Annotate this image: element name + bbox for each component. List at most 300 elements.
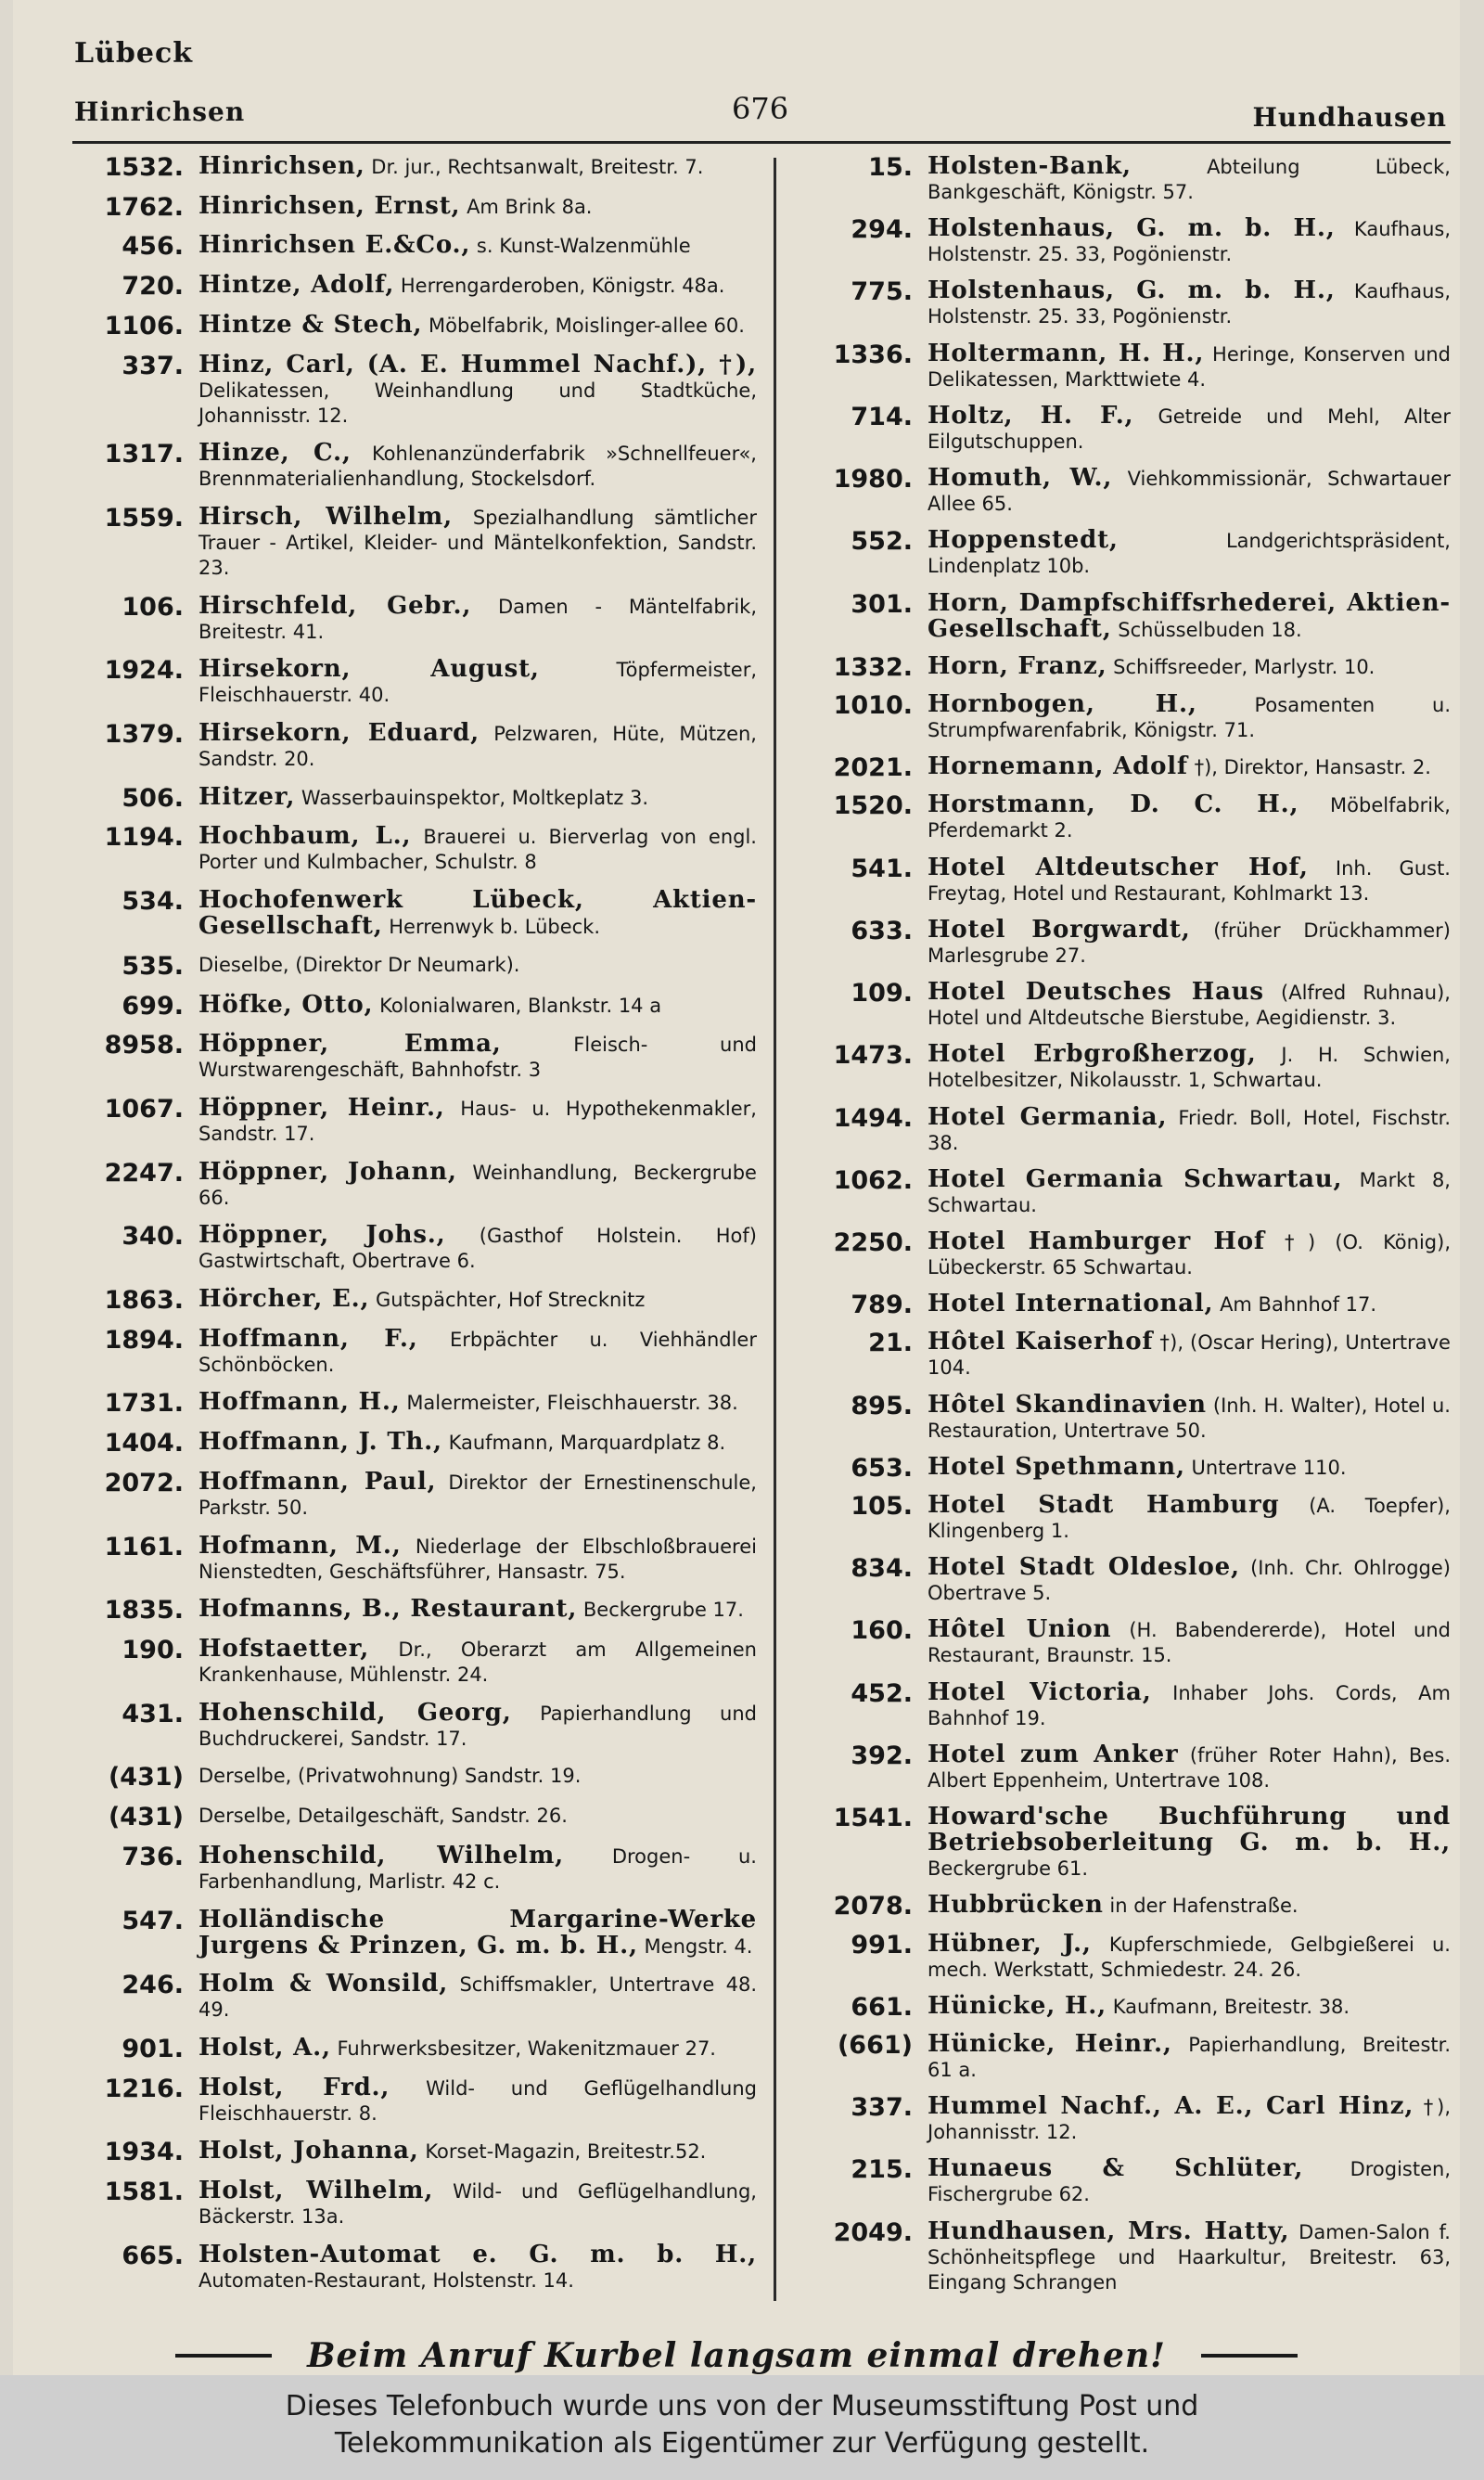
entry-text [928, 915, 1451, 969]
entry-detail: Möbelfabrik, Moislinger-allee 60. [429, 314, 745, 337]
entry-detail: Posamenten u. Strumpfwarenfabrik, Königstr. 71. [928, 693, 1451, 741]
entry-name: Howard'sche Buchführung und Betriebsoberleitung G. m. b. H., [928, 1803, 1451, 1857]
entry-number: 15. [868, 153, 913, 182]
entry-name: Hinze, C., [198, 439, 352, 468]
entry-name: Hotel Stadt Hamburg [928, 1491, 1280, 1520]
directory-entry [798, 2094, 1451, 2145]
entry-detail: Drogisten, Fischergrube 62. [928, 2158, 1451, 2206]
entry-number: 1062. [833, 1165, 913, 1195]
entry-number: 1336. [833, 340, 913, 369]
entry-detail: (früher Roter Hahn), Bes. Albert Eppenheim, Untertrave 108. [928, 1743, 1451, 1792]
entry-text [928, 1991, 1451, 2020]
entry-text [198, 1032, 757, 1083]
entry-name: Hitzer, [198, 782, 296, 811]
entry-name: Hirsekorn, August, [198, 655, 540, 684]
entry-detail: †), (Oscar Hering), Untertrave 104. [928, 1331, 1451, 1380]
entry-text [198, 1430, 757, 1456]
entry-name: Hummel Nachf., A. E., Carl Hinz, [928, 2092, 1414, 2121]
entry-detail: Derselbe, (Privatwohnung) Sandstr. 19. [198, 1765, 582, 1788]
page-number: 676 [732, 91, 789, 126]
entry-number: 506. [122, 783, 184, 813]
entry-detail: (Inh. Chr. Ohlrogge) Obertrave 5. [928, 1557, 1451, 1605]
directory-entry [798, 1229, 1451, 1280]
entry-name: Hubbrücken [928, 1891, 1104, 1920]
entry-name: Hoffmann, F., [198, 1324, 418, 1353]
entry-name: Hirsekorn, Eduard, [198, 719, 480, 748]
entry-text [928, 341, 1451, 392]
footer-slogan [13, 2336, 1460, 2375]
entry-detail: Haus- u. Hypothekenmakler, Sandstr. 17. [198, 1097, 757, 1145]
directory-entry [69, 350, 757, 429]
directory-entry [69, 591, 757, 645]
credit-line: Dieses Telefonbuch wurde uns von der Museumsstiftung Post und [285, 2390, 1199, 2422]
entry-number: 1520. [833, 791, 913, 821]
entry-detail: Kupferschmiede, Gelbgießerei u. mech. Werkstatt, Schmiedestr. 24. 26. [928, 1933, 1451, 1981]
entry-number: 991. [851, 1930, 913, 1960]
entry-detail: Markt 8, Schwartau. [928, 1168, 1451, 1216]
entry-number: 160. [851, 1616, 913, 1646]
entry-text [198, 591, 757, 645]
entry-text [198, 1841, 757, 1895]
entry-number: 1541. [833, 1804, 913, 1833]
entry-name: Hohenschild, Georg, [198, 1698, 512, 1727]
directory-entry [798, 1555, 1451, 1606]
entry-text [198, 154, 757, 180]
entry-text [928, 216, 1451, 267]
directory-entry [69, 2033, 757, 2063]
directory-entry [798, 1929, 1451, 1983]
directory-entry [69, 953, 757, 980]
entry-detail: Schiffsreeder, Marlystr. 10. [1113, 655, 1375, 678]
entry-number: 901. [122, 2034, 184, 2063]
entry-name: Hohenschild, Wilhelm, [198, 1841, 564, 1870]
entry-text [198, 782, 757, 811]
entry-detail: Am Brink 8a. [467, 195, 593, 218]
entry-number: 714. [851, 402, 913, 431]
directory-entry [69, 191, 757, 222]
entry-number: 1924. [104, 656, 184, 686]
entry-text [928, 1164, 1451, 1218]
entry-number: 2247. [104, 1158, 184, 1188]
entry-detail: Papierhandlung, Breitestr. 61 a. [928, 2034, 1451, 2081]
entry-number: 2078. [833, 1892, 913, 1921]
directory-entry [69, 273, 757, 300]
entry-detail: Schiffsmakler, Untertrave 48. 49. [198, 1973, 757, 2022]
directory-entry [69, 1804, 757, 1831]
entry-number: 541. [851, 854, 913, 883]
entry-number: (661) [837, 2031, 913, 2060]
entry-number: 720. [122, 272, 184, 302]
entry-detail: Herrengarderoben, Königstr. 48a. [400, 275, 725, 298]
entry-detail: Weinhandlung, Beckergrube 66. [198, 1161, 757, 1209]
entry-text [198, 2033, 757, 2062]
entry-detail: Damen-Salon f. Schönheitspflege und Haarkultur, Breitestr. 63, Eingang Schrangen [928, 2220, 1451, 2294]
entry-name: Hotel Deutsches Haus [928, 978, 1264, 1007]
entry-detail: Erbpächter u. Viehhändler Schönböcken. [198, 1328, 757, 1376]
entry-text [198, 1390, 757, 1416]
entry-text [928, 1805, 1451, 1882]
entry-number: 1559. [104, 503, 184, 533]
entry-text [198, 888, 757, 940]
entry-name: Hotel Germania, [928, 1102, 1168, 1131]
last-entry-name: Hundhausen [1252, 102, 1447, 133]
entry-name: Hinrichsen E.&Co., [198, 231, 471, 260]
entry-number: 392. [851, 1741, 913, 1770]
entry-text [198, 502, 757, 581]
directory-entry [69, 502, 757, 581]
directory-entry [69, 1287, 757, 1314]
entry-name: Höppner, Emma, [198, 1030, 502, 1059]
directory-entry [69, 1698, 757, 1752]
entry-number: 1494. [833, 1103, 913, 1133]
entry-text [198, 1157, 757, 1211]
entry-text [928, 1042, 1451, 1093]
entry-detail: Pelzwaren, Hüte, Mützen, Sandstr. 20. [198, 723, 757, 771]
directory-entry [798, 341, 1451, 392]
directory-entry [69, 1093, 757, 1147]
entry-text [198, 1764, 757, 1789]
entry-number: 246. [122, 1971, 184, 2000]
directory-entry [798, 528, 1451, 579]
entry-number: 2021. [833, 753, 913, 783]
entry-number: 21. [868, 1329, 913, 1358]
entry-number: 456. [122, 232, 184, 262]
entry-text [198, 1093, 757, 1147]
directory-entry [69, 1531, 757, 1585]
entry-name: Hôtel Union [928, 1615, 1112, 1644]
entry-detail: Töpfermeister, Fleischhauerstr. 40. [198, 659, 757, 707]
entry-detail: Gutspächter, Hof Strecknitz [376, 1289, 646, 1312]
entry-number: 1067. [104, 1094, 184, 1124]
directory-entry [69, 441, 757, 492]
entry-name: Hochofenwerk Lübeck, Aktien-Gesellschaft, [198, 886, 757, 941]
entry-detail: Direktor der Ernestinenschule, Parkstr. 50. [198, 1471, 757, 1519]
entry-name: Holst, A., [198, 2033, 331, 2062]
entry-number: 1106. [104, 311, 184, 341]
entry-detail: Automaten-Restaurant, Holstenstr. 14. [198, 2268, 574, 2292]
entry-text [928, 1390, 1451, 1444]
entry-text [198, 310, 757, 339]
entry-number: 1835. [104, 1596, 184, 1625]
entry-text [928, 1929, 1451, 1983]
entry-text [928, 588, 1451, 643]
entry-text [198, 1597, 757, 1623]
entry-text [928, 2032, 1451, 2083]
entry-detail: Derselbe, Detailgeschäft, Sandstr. 26. [198, 1805, 568, 1828]
directory-entry [798, 980, 1451, 1031]
directory-entry [69, 1430, 757, 1457]
entry-name: Hotel International, [928, 1290, 1214, 1318]
entry-text [928, 1677, 1451, 1731]
entry-name: Holst, Johanna, [198, 2137, 419, 2165]
entry-name: Hochbaum, L., [198, 822, 412, 851]
entry-number: 431. [122, 1699, 184, 1728]
directory-entry [69, 888, 757, 940]
entry-name: Hundhausen, Mrs. Hatty, [928, 2217, 1290, 2245]
directory-page [13, 0, 1460, 2375]
entry-name: Hünicke, H., [928, 1991, 1107, 2020]
directory-entry [798, 1390, 1451, 1444]
entry-text [198, 2242, 757, 2294]
entry-number: 1762. [104, 192, 184, 222]
entry-detail: Getreide und Mehl, Alter Eilgutschuppen. [928, 405, 1451, 453]
first-entry-name: Hinrichsen [74, 96, 246, 127]
entry-number: 190. [122, 1635, 184, 1664]
entry-name: Hoffmann, J. Th., [198, 1428, 442, 1457]
directory-entry [69, 2139, 757, 2165]
directory-entry [69, 1467, 757, 1521]
entry-text [928, 1291, 1451, 1317]
entry-name: Holstenhaus, G. m. b. H., [928, 214, 1336, 243]
entry-number: 895. [851, 1391, 913, 1420]
entry-detail: s. Kunst-Walzenmühle [476, 235, 691, 258]
archive-credit [0, 2375, 1484, 2480]
entry-detail: Friedr. Boll, Hotel, Fischstr. 38. [928, 1106, 1451, 1154]
entry-number: 215. [851, 2155, 913, 2185]
directory-entry [798, 1742, 1451, 1793]
directory-entry [798, 216, 1451, 267]
entry-detail: Fleisch- und Wurstwarengeschäft, Bahnhofstr. 3 [198, 1034, 757, 1082]
directory-entry [798, 1805, 1451, 1882]
left-column [69, 154, 757, 2306]
entry-text [198, 191, 757, 220]
slogan-dash-left [175, 2354, 272, 2358]
entry-text [198, 990, 757, 1019]
entry-detail: Kaufmann, Breitestr. 38. [1112, 1995, 1350, 2018]
directory-entry [798, 588, 1451, 643]
entry-number: 552. [851, 527, 913, 557]
entry-text [198, 2178, 757, 2229]
entry-text [928, 401, 1451, 455]
entry-number: 633. [851, 916, 913, 945]
entry-detail: Dr., Oberarzt am Allgemeinen Krankenhause, Mühlenstr. 24. [198, 1638, 757, 1686]
entry-detail: Abteilung Lübeck, Bankgeschäft, Königstr. 57. [928, 156, 1451, 203]
entry-detail: Möbelfabrik, Pferdemarkt 2. [928, 794, 1451, 842]
entry-detail: Dieselbe, (Direktor Dr Neumark). [198, 953, 520, 976]
entry-name: Horn, Franz, [928, 651, 1107, 680]
entry-text [928, 1229, 1451, 1280]
directory-entry [69, 1841, 757, 1895]
entry-detail: Wild- und Geflügelhandlung Fleischhauerstr. 8. [198, 2076, 757, 2125]
entry-number: (431) [108, 1763, 184, 1793]
directory-entry [69, 310, 757, 341]
entry-text [928, 528, 1451, 579]
entry-name: Hotel Germania Schwartau, [928, 1164, 1343, 1193]
header-rule [72, 141, 1451, 144]
entry-detail: Kaufhaus, Holstenstr. 25. 33, Pogönienstr. [928, 218, 1451, 266]
entry-name: Hotel zum Anker [928, 1740, 1179, 1768]
entry-detail: Beckergrube 61. [928, 1857, 1089, 1881]
entry-name: Holtz, H. F., [928, 401, 1134, 430]
entry-detail: Brauerei u. Bierverlag von engl. Porter und Kulmbacher, Schulstr. 8 [198, 826, 757, 874]
directory-entry [798, 1164, 1451, 1218]
entry-detail: Herrenwyk b. Lübeck. [389, 916, 601, 939]
directory-entry [798, 2032, 1451, 2083]
entry-detail: Mengstr. 4. [644, 1934, 753, 1958]
entry-detail: Wasserbauinspektor, Moltkeplatz 3. [301, 786, 649, 809]
entry-name: Hinrichsen, Ernst, [198, 191, 461, 220]
entry-name: Hôtel Skandinavien [928, 1390, 1207, 1419]
entry-detail: †) (O. König), Lübeckerstr. 65 Schwartau. [928, 1230, 1451, 1279]
credit-line: Telekommunikation als Eigentümer zur Verfügung gestellt. [334, 2427, 1150, 2460]
entry-text [928, 1742, 1451, 1793]
entry-number: 337. [122, 351, 184, 380]
entry-name: Hintze, Adolf, [198, 271, 395, 300]
entry-name: Hinrichsen, [198, 152, 365, 180]
entry-name: Hirschfeld, Gebr., [198, 591, 472, 620]
entry-detail: Inhaber Johs. Cords, Am Bahnhof 19. [928, 1681, 1451, 1729]
entry-number: 1379. [104, 720, 184, 750]
entry-number: 1473. [833, 1041, 913, 1071]
entry-text [928, 2156, 1451, 2207]
entry-detail: Wild- und Geflügelhandlung, Bäckerstr. 13a. [198, 2180, 757, 2229]
directory-entry [69, 1905, 757, 1960]
directory-entry [798, 651, 1451, 682]
entry-text [198, 1531, 757, 1585]
entry-detail: Schüsselbuden 18. [1118, 618, 1302, 641]
entry-number: 2072. [104, 1468, 184, 1497]
directory-entry [798, 915, 1451, 969]
entry-detail: Dr. jur., Rechtsanwalt, Breitestr. 7. [371, 156, 704, 178]
directory-entry [798, 1493, 1451, 1544]
entry-number: 653. [851, 1453, 913, 1483]
entry-name: Hoffmann, H., [198, 1388, 401, 1417]
entry-text [928, 689, 1451, 743]
entry-detail: (Alfred Ruhnau), Hotel und Altdeutsche Bierstube, Aegidienstr. 3. [928, 982, 1451, 1030]
entry-name: Holst, Frd., [198, 2073, 390, 2101]
entry-detail: (H. Babendererde), Hotel und Restaurant, Braunstr. 15. [928, 1619, 1451, 1667]
column-divider [774, 158, 776, 2301]
directory-entry [69, 990, 757, 1021]
entry-text [928, 754, 1451, 780]
entry-text [198, 2075, 757, 2127]
entry-number: 1731. [104, 1389, 184, 1419]
directory-entry [798, 2219, 1451, 2295]
entry-text [198, 273, 757, 299]
directory-entry [798, 1452, 1451, 1483]
entry-number: 1216. [104, 2074, 184, 2103]
entry-name: Hoppenstedt, [928, 526, 1119, 555]
entry-text [928, 2219, 1451, 2295]
entry-number: 699. [122, 991, 184, 1021]
entry-name: Holsten-Automat e. G. m. b. H., [198, 2240, 757, 2268]
entry-number: 105. [851, 1492, 913, 1522]
entry-detail: Kohlenanzünderfabrik »Schnellfeuer«, Brennmaterialienhandlung, Stockelsdorf. [198, 443, 757, 491]
entry-number: 1934. [104, 2138, 184, 2167]
entry-detail: Kaufmann, Marquardplatz 8. [448, 1432, 726, 1455]
entry-number: 775. [851, 277, 913, 307]
directory-entry [798, 278, 1451, 329]
entry-text [198, 1634, 757, 1688]
directory-entry [798, 2156, 1451, 2207]
entry-text [928, 1330, 1451, 1381]
entry-detail: Fuhrwerksbesitzer, Wakenitzmauer 27. [337, 2037, 716, 2060]
directory-entry [69, 1764, 757, 1791]
entry-detail: Drogen- u. Farbenhandlung, Marlistr. 42 c. [198, 1844, 757, 1893]
entry-text [928, 1452, 1451, 1481]
entry-text [928, 154, 1451, 205]
directory-entry [798, 1102, 1451, 1156]
entry-detail: Inh. Gust. Freytag, Hotel und Restaurant, Kohlmarkt 13. [928, 856, 1451, 905]
entry-text [198, 1324, 757, 1378]
entry-text [198, 824, 757, 875]
directory-entry [69, 657, 757, 708]
entry-name: Holstenhaus, G. m. b. H., [928, 276, 1336, 305]
entry-number: 1317. [104, 440, 184, 469]
entry-text [928, 466, 1451, 517]
entry-name: Holländische Margarine-Werke Jurgens & Prinzen, G. m. b. H., [198, 1905, 757, 1960]
entry-detail: Untertrave 110. [1191, 1456, 1347, 1479]
entry-name: Hunaeus & Schlüter, [928, 2154, 1304, 2183]
directory-entry [69, 721, 757, 772]
entry-name: Holst, Wilhelm, [198, 2177, 434, 2205]
directory-entry [798, 1991, 1451, 2022]
entry-text [928, 980, 1451, 1031]
entry-number: (431) [108, 1803, 184, 1832]
entry-detail: (Gasthof Holstein. Hof) Gastwirtschaft, Obertrave 6. [198, 1225, 757, 1273]
entry-name: Holsten-Bank, [928, 152, 1132, 180]
directory-entry [69, 154, 757, 181]
entry-detail: Landgerichtspräsident, Lindenplatz 10b. [928, 530, 1451, 578]
entry-number: 109. [851, 979, 913, 1009]
entry-name: Hotel Altdeutscher Hof, [928, 853, 1309, 881]
entry-name: Hübner, J., [928, 1929, 1092, 1958]
right-column [798, 154, 1451, 2307]
entry-name: Höfke, Otto, [198, 990, 374, 1019]
entry-detail: Heringe, Konserven und Delikatessen, Markttwiete 4. [928, 342, 1451, 391]
entry-name: Holtermann, H. H., [928, 339, 1205, 367]
entry-name: Hotel Stadt Oldesloe, [928, 1553, 1240, 1582]
entry-text [198, 1223, 757, 1274]
entry-detail: Malermeister, Fleischhauerstr. 38. [406, 1392, 738, 1415]
entry-text [928, 1493, 1451, 1544]
entry-name: Hofstaetter, [198, 1634, 370, 1663]
directory-entry [798, 1893, 1451, 1920]
directory-entry [798, 1330, 1451, 1381]
city-heading: Lübeck [74, 37, 194, 70]
entry-name: Höppner, Johann, [198, 1157, 457, 1186]
entry-number: 534. [122, 887, 184, 917]
entry-name: Hotel Victoria, [928, 1677, 1152, 1706]
entry-name: Hôtel Kaiserhof [928, 1328, 1154, 1356]
entry-name: Hornemann, Adolf [928, 752, 1188, 781]
entry-detail: Am Bahnhof 17. [1220, 1293, 1377, 1317]
entry-text [198, 350, 757, 429]
entry-number: 337. [851, 2093, 913, 2123]
entry-name: Hirsch, Wilhelm, [198, 502, 453, 531]
entry-number: 1980. [833, 465, 913, 495]
directory-entry [798, 689, 1451, 743]
entry-detail: Delikatessen, Weinhandlung und Stadtküche, Johannisstr. 12. [198, 379, 757, 427]
entry-name: Hotel Borgwardt, [928, 915, 1191, 944]
entry-detail: Papierhandlung und Buchdruckerei, Sandstr. 17. [198, 1702, 757, 1750]
directory-entry [69, 1324, 757, 1378]
entry-text [198, 1287, 757, 1313]
slogan-text: Beim Anruf Kurbel langsam einmal drehen! [307, 2336, 1166, 2375]
entry-number: 340. [122, 1222, 184, 1252]
entry-number: 1010. [833, 690, 913, 720]
entry-text [928, 1893, 1451, 1919]
entry-name: Hotel Hamburger Hof [928, 1227, 1265, 1255]
directory-entry [69, 2242, 757, 2294]
directory-entry [798, 1291, 1451, 1318]
entry-name: Hornbogen, H., [928, 689, 1197, 718]
entry-number: 1532. [104, 153, 184, 182]
entry-name: Höppner, Heinr., [198, 1093, 445, 1122]
entry-text [198, 1467, 757, 1521]
entry-detail: Kaufhaus, Holstenstr. 25. 33, Pogönienstr. [928, 280, 1451, 328]
entry-text [198, 233, 757, 259]
